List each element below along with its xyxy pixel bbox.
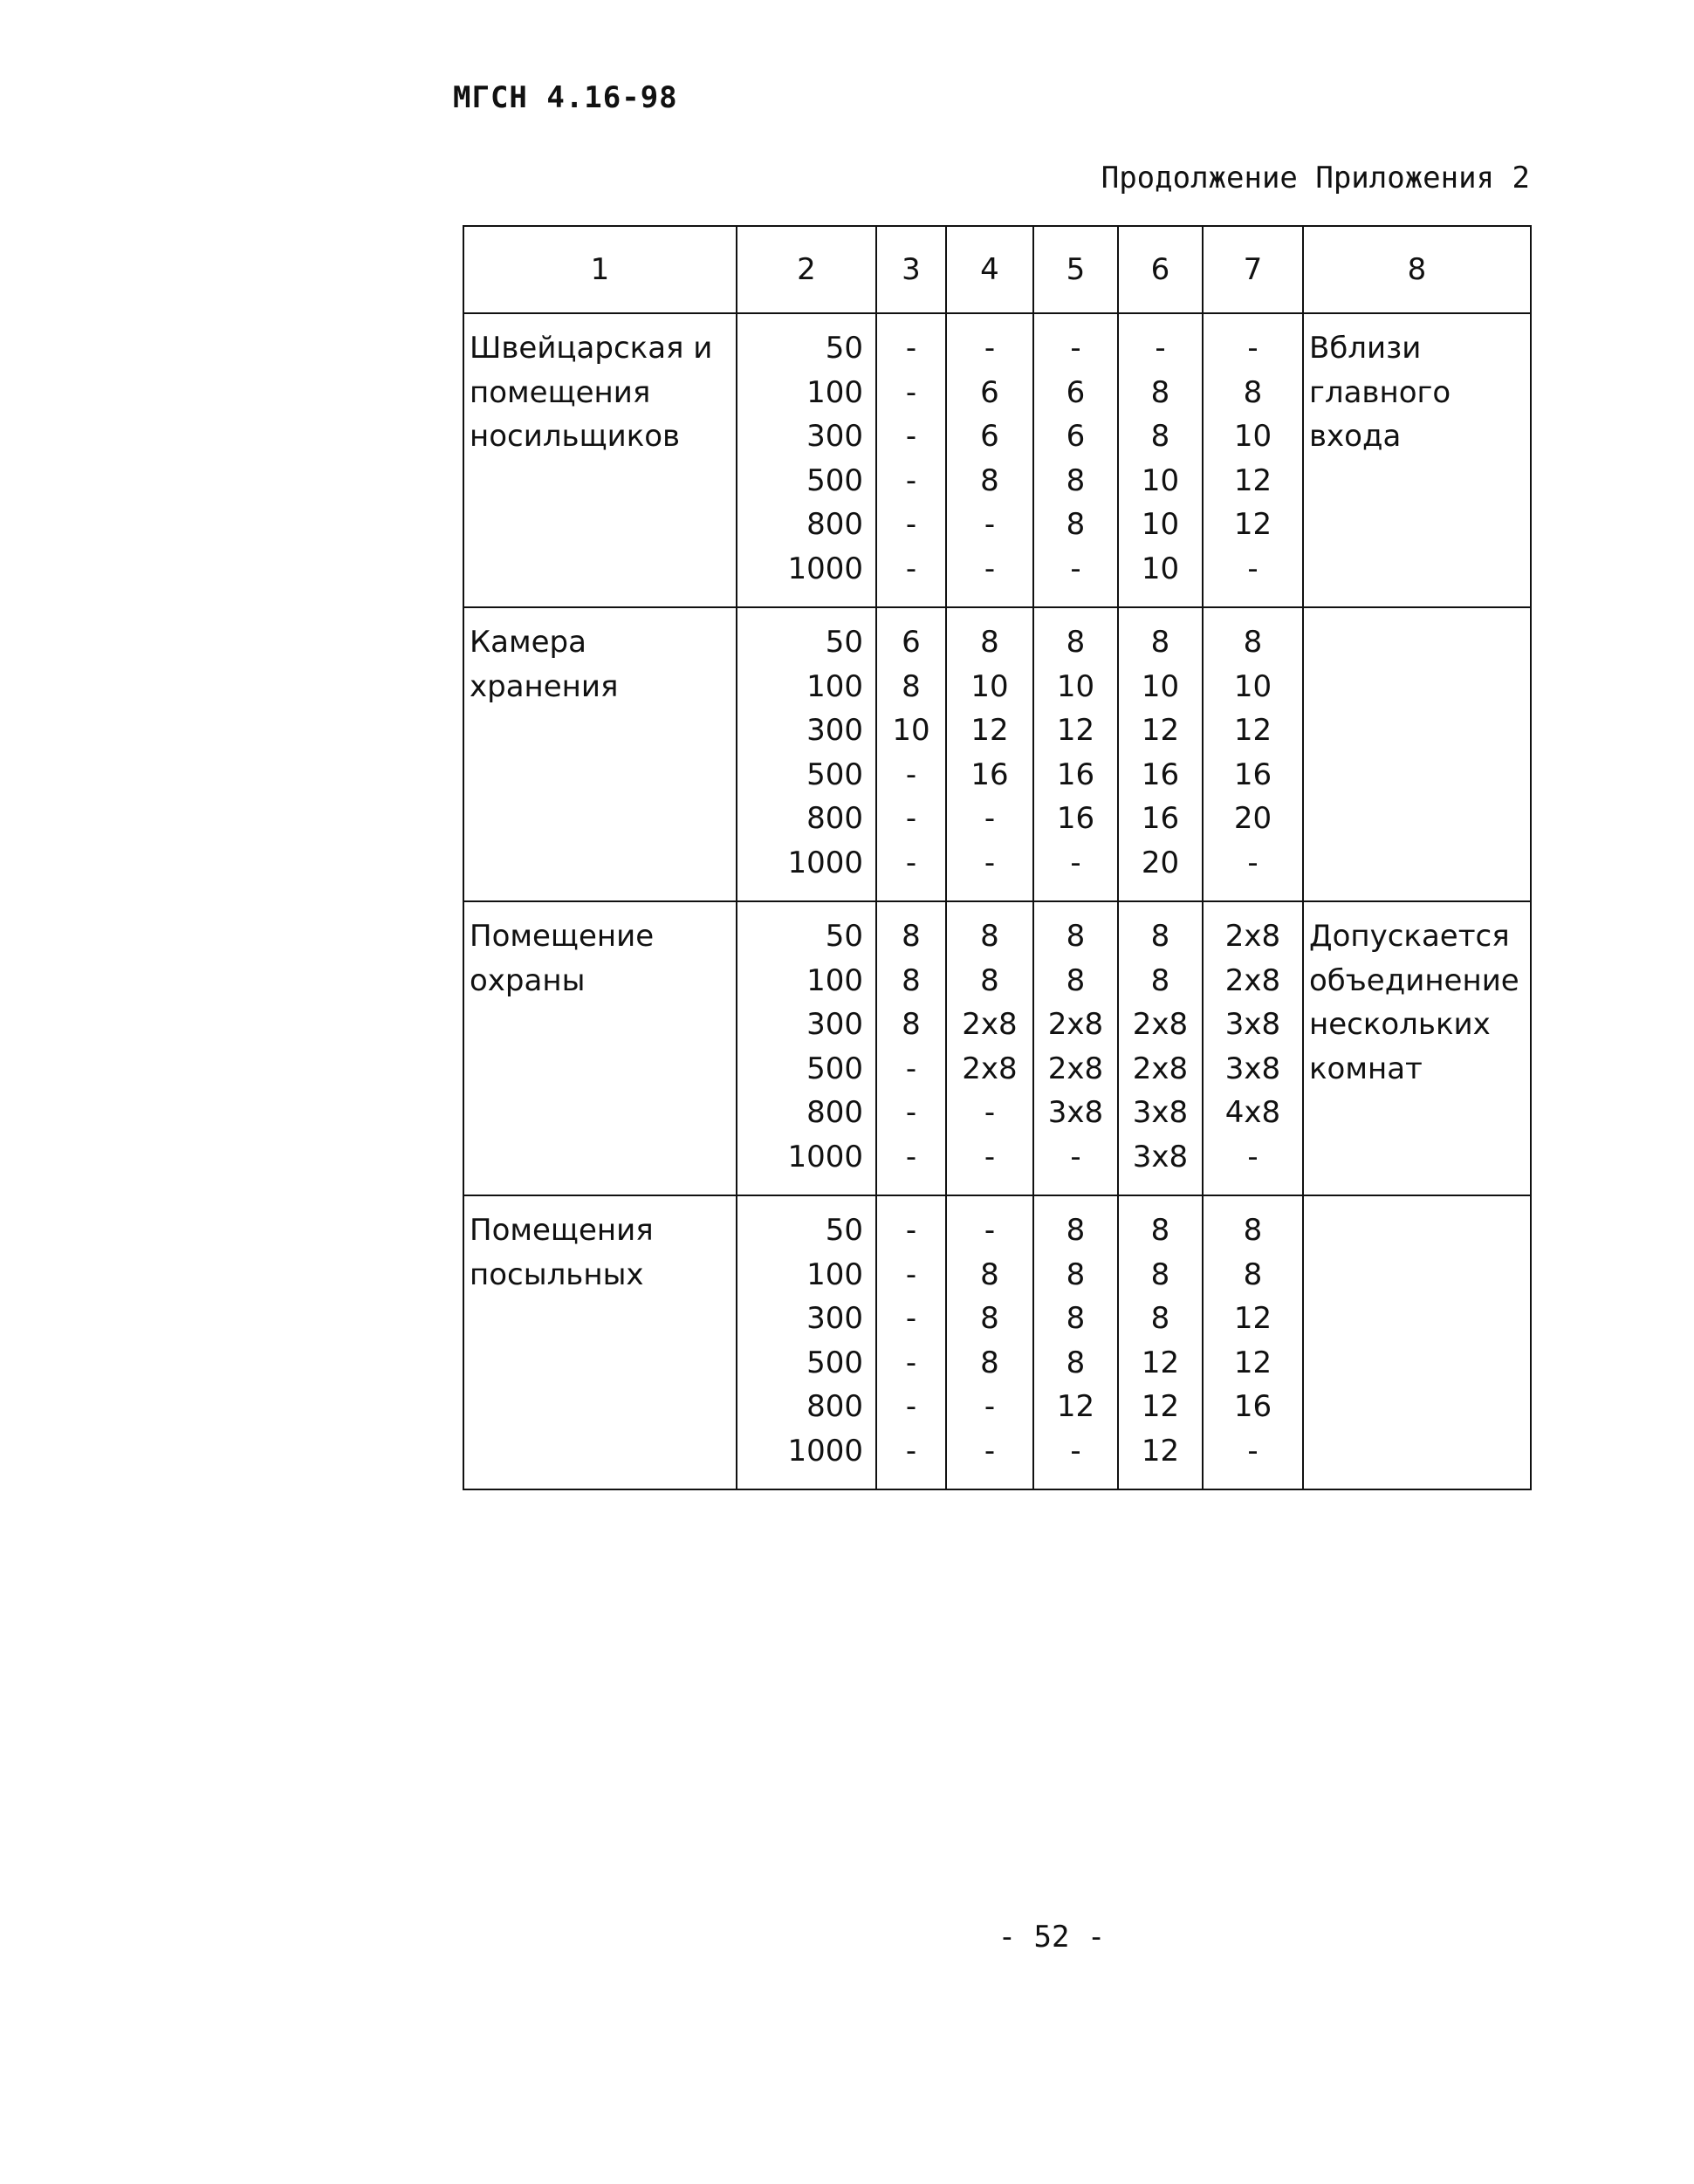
value: - <box>984 507 996 542</box>
value-cell-col-2 <box>737 1195 876 1489</box>
value: 800 <box>806 1389 863 1424</box>
value: 2х8 <box>1132 1051 1189 1086</box>
value: 8 <box>1066 1345 1086 1380</box>
value: - <box>905 1095 917 1130</box>
value: 8 <box>1243 625 1263 660</box>
value: 500 <box>806 1345 863 1380</box>
value: 3х8 <box>1224 1007 1281 1042</box>
value: 8 <box>980 919 999 954</box>
value-cell-col-7 <box>1203 607 1303 901</box>
value-cell-col-5 <box>1033 313 1118 607</box>
note-line: нескольких <box>1309 1007 1491 1042</box>
page-number: - 52 - <box>998 1920 1106 1955</box>
room-name-line: Помещение <box>470 919 655 954</box>
value: 12 <box>1233 507 1272 542</box>
value: - <box>984 551 996 586</box>
value-cell-col-2 <box>737 901 876 1195</box>
room-name-line: посыльных <box>470 1256 644 1292</box>
value: - <box>1070 1433 1081 1469</box>
value: 8 <box>1150 919 1170 954</box>
note-cell <box>1303 313 1531 607</box>
value: 8 <box>1066 462 1086 498</box>
value: 10 <box>1233 668 1272 704</box>
value: 50 <box>825 331 863 366</box>
table-body <box>463 226 1531 1489</box>
value: 8 <box>1150 1213 1170 1248</box>
value: 500 <box>806 757 863 792</box>
column-header-3: 3 <box>876 226 946 313</box>
value: - <box>1070 1139 1081 1174</box>
value: - <box>905 374 917 410</box>
value-cell-col-7 <box>1203 1195 1303 1489</box>
room-name-line: носильщиков <box>470 419 681 454</box>
value: 12 <box>1056 1389 1095 1424</box>
note-line: входа <box>1309 419 1402 454</box>
room-name-line: помещения <box>470 374 651 410</box>
room-name-line: Швейцарская и <box>470 331 713 366</box>
value: 10 <box>970 668 1009 704</box>
value: 10 <box>1056 668 1095 704</box>
value: 2х8 <box>1132 1007 1189 1042</box>
value: - <box>905 757 917 792</box>
note-line: Вблизи <box>1309 331 1422 366</box>
value: - <box>984 1139 996 1174</box>
value: 12 <box>1056 713 1095 748</box>
value: 1000 <box>787 1433 863 1469</box>
note-cell <box>1303 901 1531 1195</box>
value: - <box>1247 551 1258 586</box>
value: 8 <box>980 462 999 498</box>
value: 3х8 <box>1047 1095 1104 1130</box>
room-name-cell <box>463 901 737 1195</box>
value: - <box>905 419 917 454</box>
value-cell-col-4 <box>946 607 1033 901</box>
value: 50 <box>825 625 863 660</box>
value: 10 <box>1141 551 1180 586</box>
room-name-line: хранения <box>470 668 619 704</box>
value-cell-col-4 <box>946 901 1033 1195</box>
value: - <box>905 1256 917 1292</box>
value: 8 <box>1150 1301 1170 1336</box>
value: 6 <box>1066 419 1086 454</box>
value: 10 <box>892 713 930 748</box>
value: 8 <box>1066 625 1086 660</box>
value: 12 <box>1233 462 1272 498</box>
value: 3х8 <box>1132 1095 1189 1130</box>
note-line: комнат <box>1309 1051 1423 1086</box>
room-name-cell <box>463 607 737 901</box>
value: 8 <box>1066 962 1086 998</box>
value: 1000 <box>787 1139 863 1174</box>
value: 8 <box>1150 625 1170 660</box>
value: - <box>905 462 917 498</box>
value: - <box>905 1301 917 1336</box>
value: - <box>1247 845 1258 880</box>
value: 6 <box>980 374 999 410</box>
value: - <box>1247 1433 1258 1469</box>
value: 2х8 <box>962 1007 1018 1042</box>
value: 16 <box>1233 757 1272 792</box>
value: 8 <box>1243 1213 1263 1248</box>
column-header-4: 4 <box>946 226 1033 313</box>
value: 100 <box>806 374 863 410</box>
value: - <box>905 845 917 880</box>
value-cell-col-6 <box>1118 313 1203 607</box>
value: 2х8 <box>1224 962 1281 998</box>
value: 12 <box>970 713 1009 748</box>
column-header-1: 1 <box>463 226 737 313</box>
appendix-table-container <box>463 225 1530 1490</box>
room-name-line: Помещения <box>470 1213 654 1248</box>
room-name-cell <box>463 313 737 607</box>
value: - <box>1070 331 1081 366</box>
value: 8 <box>1066 507 1086 542</box>
value: 2х8 <box>1047 1051 1104 1086</box>
value: 2х8 <box>1224 919 1281 954</box>
value: - <box>1070 845 1081 880</box>
value: - <box>1070 551 1081 586</box>
value-cell-col-5 <box>1033 607 1118 901</box>
value: 16 <box>970 757 1009 792</box>
value: - <box>905 507 917 542</box>
value: 8 <box>980 1345 999 1380</box>
value: 12 <box>1233 713 1272 748</box>
value: 8 <box>902 919 921 954</box>
value: 8 <box>980 1256 999 1292</box>
value: 500 <box>806 1051 863 1086</box>
value: 8 <box>902 668 921 704</box>
value: 300 <box>806 419 863 454</box>
value: 8 <box>902 1007 921 1042</box>
value: 1000 <box>787 845 863 880</box>
value: 3х8 <box>1132 1139 1189 1174</box>
value-cell-col-4 <box>946 1195 1033 1489</box>
value: 10 <box>1141 507 1180 542</box>
note-cell <box>1303 607 1531 901</box>
value: 12 <box>1141 1389 1180 1424</box>
column-header-8: 8 <box>1303 226 1531 313</box>
table-row <box>463 607 1531 901</box>
column-header-5: 5 <box>1033 226 1118 313</box>
value: 300 <box>806 713 863 748</box>
note-line: главного <box>1309 374 1451 410</box>
value: 16 <box>1233 1389 1272 1424</box>
value: - <box>984 1095 996 1130</box>
value-cell-col-7 <box>1203 313 1303 607</box>
value: 10 <box>1141 462 1180 498</box>
note-line: объединение <box>1309 962 1519 998</box>
value-cell-col-2 <box>737 607 876 901</box>
value-cell-col-2 <box>737 313 876 607</box>
value: 8 <box>1150 1256 1170 1292</box>
value: 100 <box>806 962 863 998</box>
value: 8 <box>980 962 999 998</box>
value: 8 <box>902 962 921 998</box>
note-line: Допускается <box>1309 919 1510 954</box>
value: 12 <box>1141 1433 1180 1469</box>
value: - <box>984 801 996 836</box>
value: 500 <box>806 462 863 498</box>
value: 12 <box>1233 1301 1272 1336</box>
value: 8 <box>980 1301 999 1336</box>
value: 8 <box>1150 419 1170 454</box>
value: - <box>1247 1139 1258 1174</box>
room-name-line: Камера <box>470 625 586 660</box>
value-cell-col-5 <box>1033 901 1118 1195</box>
value: - <box>984 331 996 366</box>
value: 100 <box>806 668 863 704</box>
header-row <box>463 226 1531 313</box>
value: - <box>905 801 917 836</box>
value: 50 <box>825 1213 863 1248</box>
column-header-7: 7 <box>1203 226 1303 313</box>
value: 8 <box>1243 1256 1263 1292</box>
continuation-label: Продолжение Приложения 2 <box>1101 161 1530 195</box>
value: - <box>905 1213 917 1248</box>
value: 20 <box>1233 801 1272 836</box>
value: - <box>984 1433 996 1469</box>
value: 8 <box>1066 1301 1086 1336</box>
value: 8 <box>1243 374 1263 410</box>
value: 300 <box>806 1007 863 1042</box>
value: 4х8 <box>1224 1095 1281 1130</box>
value: - <box>1247 331 1258 366</box>
value: 10 <box>1233 419 1272 454</box>
value: - <box>905 1389 917 1424</box>
table-row <box>463 901 1531 1195</box>
value: 6 <box>980 419 999 454</box>
column-header-2: 2 <box>737 226 876 313</box>
value: - <box>984 1213 996 1248</box>
value: - <box>984 1389 996 1424</box>
value-cell-col-6 <box>1118 901 1203 1195</box>
value: - <box>905 1345 917 1380</box>
value: 50 <box>825 919 863 954</box>
value-cell-col-5 <box>1033 1195 1118 1489</box>
value: - <box>1155 331 1166 366</box>
note-cell <box>1303 1195 1531 1489</box>
value-cell-col-3 <box>876 607 946 901</box>
value: 1000 <box>787 551 863 586</box>
value-cell-col-6 <box>1118 607 1203 901</box>
value: 20 <box>1141 845 1180 880</box>
value: 16 <box>1056 801 1095 836</box>
value-cell-col-3 <box>876 313 946 607</box>
table-row <box>463 1195 1531 1489</box>
value-cell-col-3 <box>876 901 946 1195</box>
value: - <box>905 551 917 586</box>
value-cell-col-6 <box>1118 1195 1203 1489</box>
value: 6 <box>1066 374 1086 410</box>
value: 800 <box>806 507 863 542</box>
value: 8 <box>1150 962 1170 998</box>
value: 16 <box>1141 801 1180 836</box>
value: 3х8 <box>1224 1051 1281 1086</box>
value: 12 <box>1141 713 1180 748</box>
value: 8 <box>1150 374 1170 410</box>
column-header-6: 6 <box>1118 226 1203 313</box>
value: 800 <box>806 801 863 836</box>
value: - <box>905 1433 917 1469</box>
value: - <box>905 1051 917 1086</box>
value: 2х8 <box>1047 1007 1104 1042</box>
room-name-line: охраны <box>470 962 586 998</box>
value: 8 <box>1066 1213 1086 1248</box>
value-cell-col-7 <box>1203 901 1303 1195</box>
document-code: МГСН 4.16-98 <box>453 80 678 115</box>
value: - <box>984 845 996 880</box>
appendix-table <box>463 225 1532 1490</box>
value: 300 <box>806 1301 863 1336</box>
value: - <box>905 331 917 366</box>
value: 6 <box>902 625 921 660</box>
value: 100 <box>806 1256 863 1292</box>
value: 800 <box>806 1095 863 1130</box>
value: 16 <box>1141 757 1180 792</box>
table-row <box>463 313 1531 607</box>
value-cell-col-3 <box>876 1195 946 1489</box>
value: 12 <box>1141 1345 1180 1380</box>
value: 12 <box>1233 1345 1272 1380</box>
value: - <box>905 1139 917 1174</box>
value: 10 <box>1141 668 1180 704</box>
value: 16 <box>1056 757 1095 792</box>
value-cell-col-4 <box>946 313 1033 607</box>
value: 8 <box>980 625 999 660</box>
value: 8 <box>1066 919 1086 954</box>
value: 8 <box>1066 1256 1086 1292</box>
value: 2х8 <box>962 1051 1018 1086</box>
room-name-cell <box>463 1195 737 1489</box>
